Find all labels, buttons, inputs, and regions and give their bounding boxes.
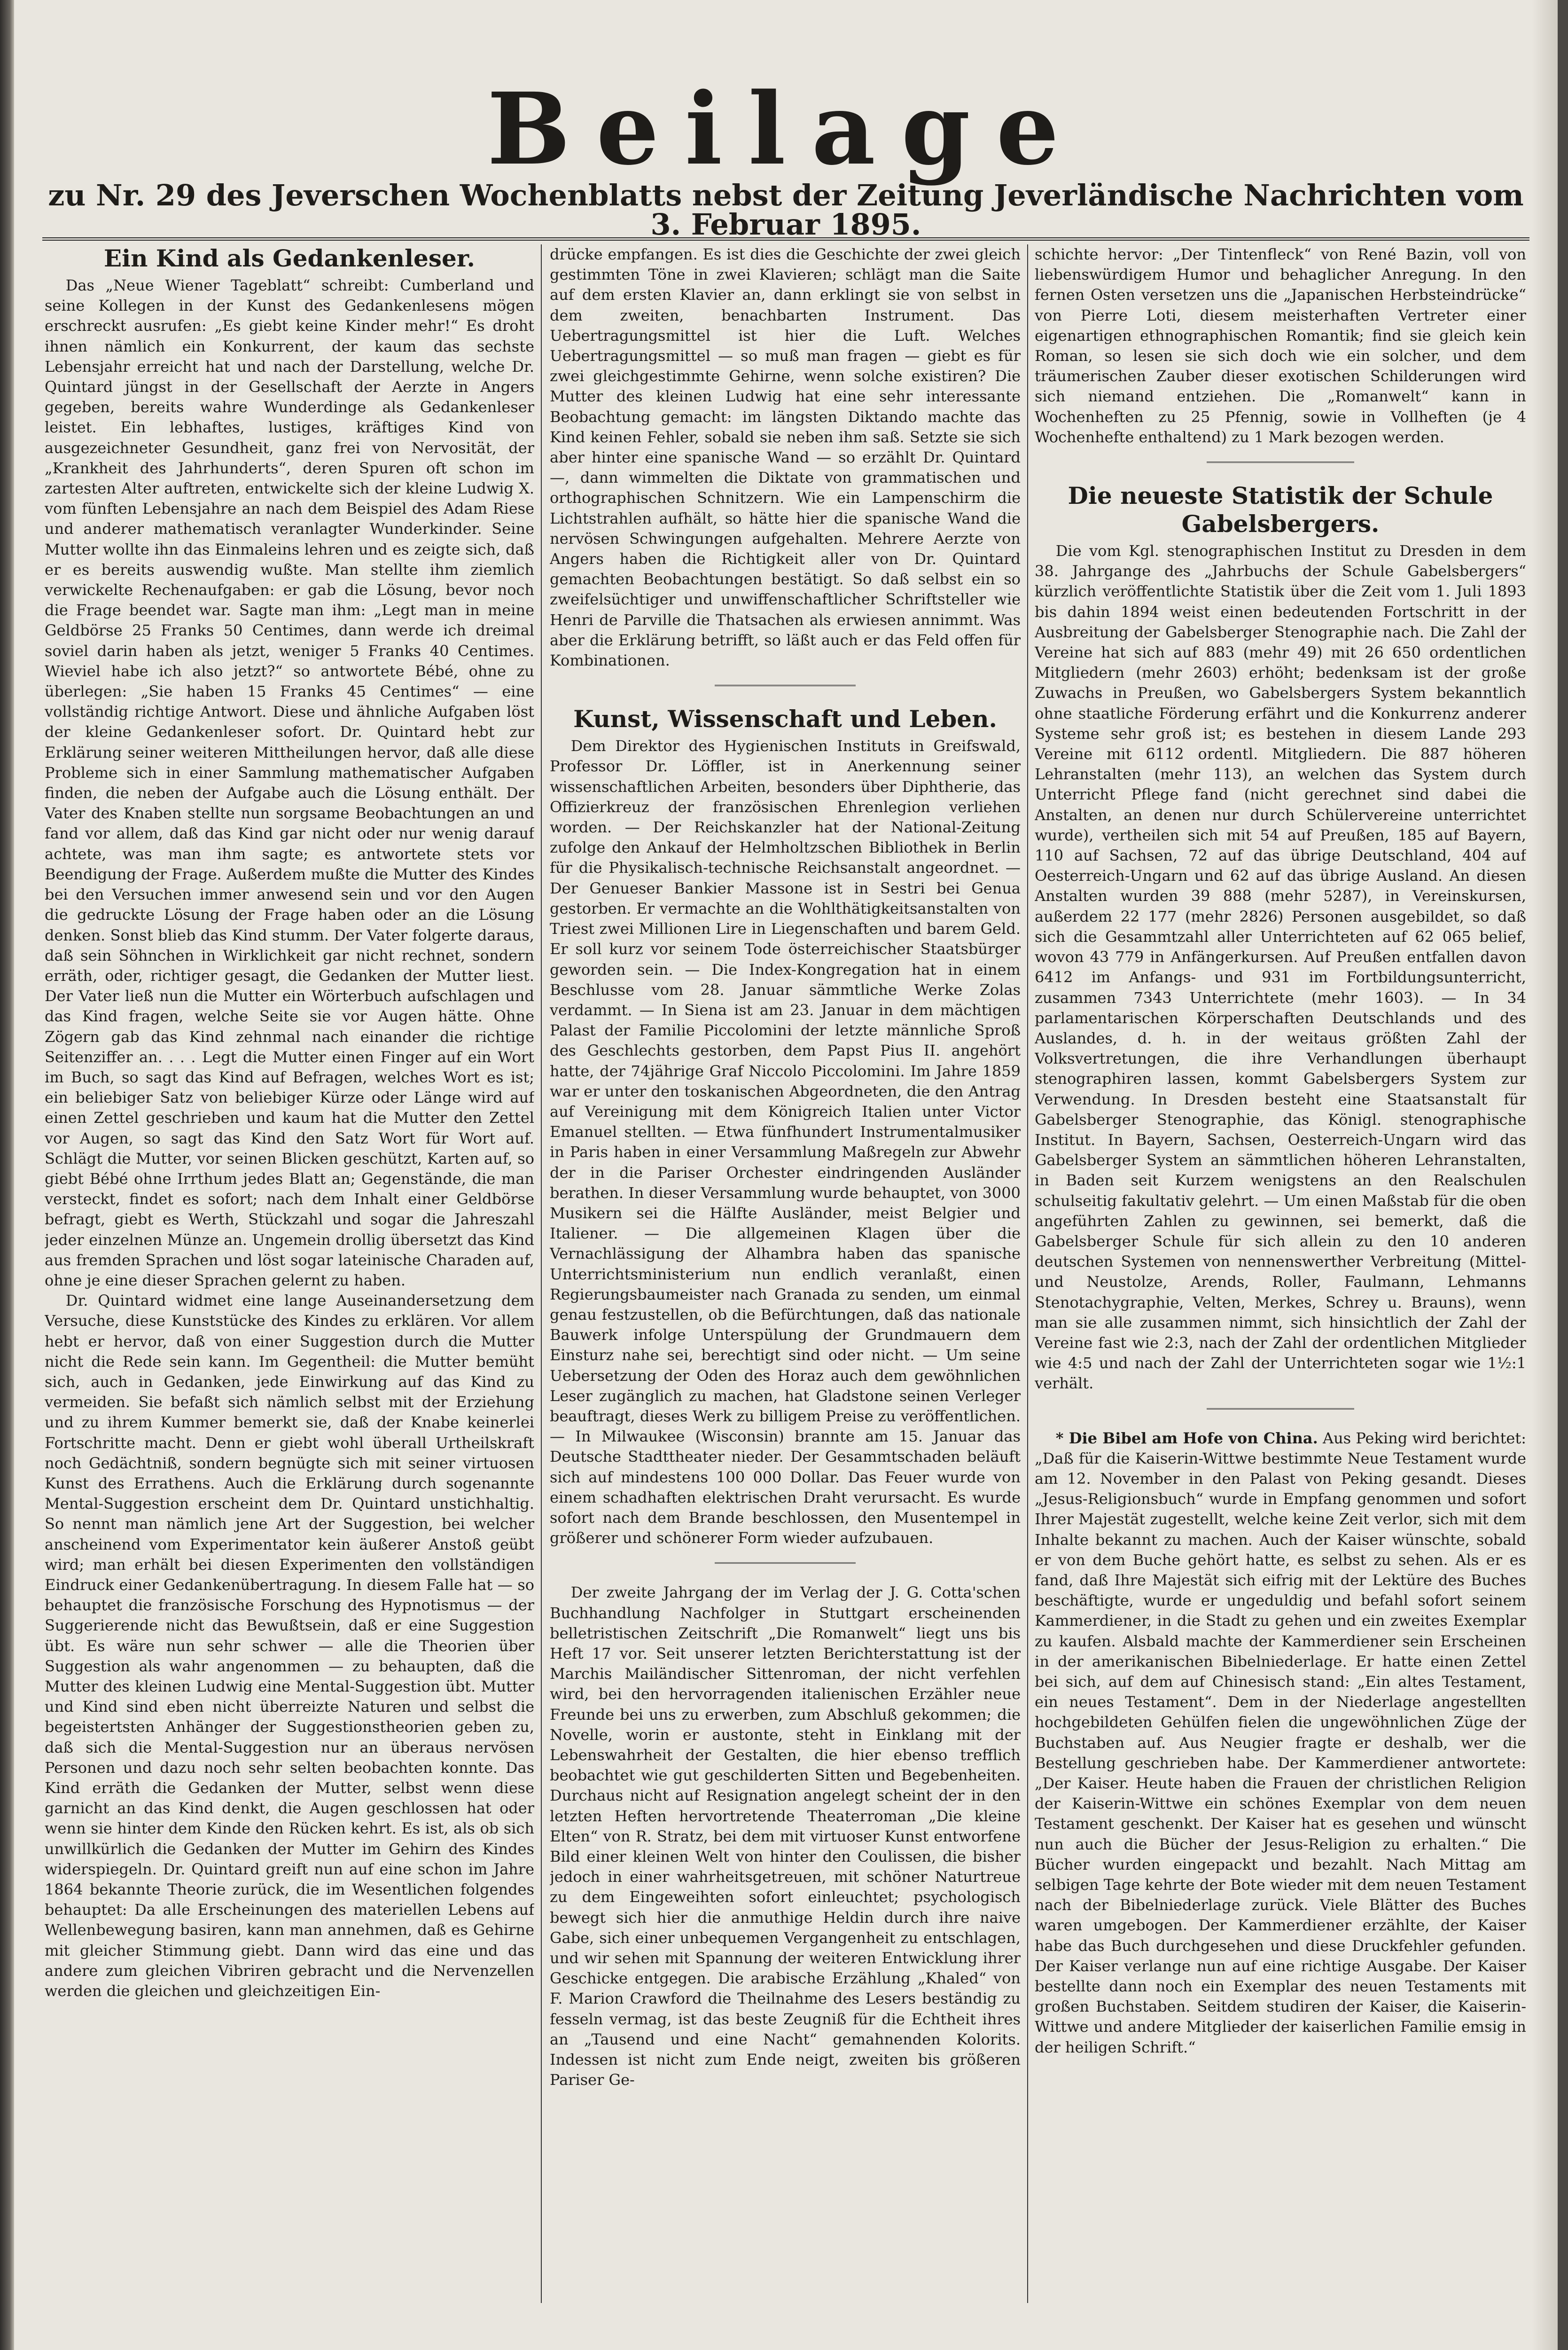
column-2 (550, 244, 1021, 2341)
section-heading: Kunst, Wissenschaft und Leben. (573, 705, 997, 733)
header-rule (42, 237, 1529, 241)
article-paragraph: Die vom Kgl. stenographischen Institut zu Dresden in dem 38. Jahrgange des „Jahrbuchs der Schule Gabelsbergers“ kürzlich veröffentlichte Statistik über die Zeit vom 1. Juli 1893 bis dahin 1894 weist einen bedeutenden Fortschritt in der Ausbreitung der Gabelsberger Stenographie nach. Die Zahl der Vereine hat sich auf 883 (mehr 49) mit 26 650 ordentlichen Mitgliedern (mehr 2603) erhöht; bedenksam ist der große Zuwachs in Preußen, wo Gabelsbergers System bekanntlich ohne staatliche Förderung erfährt und die Konkurrenz anderer Systeme sehr groß ist; es bestehen in diesem Lande 293 Vereine mit 6112 ordentl. Mitgliedern. Die 887 höheren Lehranstalten (mehr 113), an welchen das System durch Unterricht Pflege fand (nicht gerechnet sind dabei die Anstalten, an denen nur durch Schülervereine unterrichtet wurde), vertheilen sich mit 54 auf Preußen, 185 auf Bayern, 110 auf Sachsen, 72 auf das übrige Deutschland, 404 auf Oesterreich-Ungarn und 62 auf das übrige Ausland. An diesen Anstalten wurden 39 888 (mehr 5287), in Vereinskursen, außerdem 22 177 (mehr 2826) Personen ausgebildet, so daß sich die Gesammtzahl aller Unterrichteten auf 62 065 belief, wovon 43 779 in Anfängerkursen. Auf Preußen entfallen davon 6412 im Anfangs- und 931 im Fortbildungsunterricht, zusammen 7343 Unterrichtete (mehr 1603). — In 34 parlamentarischen Körperschaften Deutschlands und des Auslandes, d. h. in der weitaus größten Zahl der Volksvertretungen, die ihre Verhandlungen überhaupt stenographiren lassen, kommt Gabelsbergers System zur Verwendung. In Dresden besteht eine Staatsanstalt für Gabelsberger Stenographie, das Königl. stenographische Institut. In Bayern, Sachsen, Oesterreich-Ungarn wird das Gabelsberger System an sämmtlichen höheren Lehranstalten, in Baden seit Kurzem wenigstens an den Realschulen schulseitig fakultativ gelehrt. — Um einen Maßstab für die oben angeführten Zahlen zu gewinnen, sei bemerkt, daß die Gabelsberger Schule für sich allein zu den 10 anderen deutschen Systemen von nennenswerther Verbreitung (Mittel- und Neustolze, Arends, Roller, Faulmann, Lehmanns Stenotachygraphie, Velten, Merkes, Schrey u. Brauns), wenn man sie alle zusammen nimmt, sich hinsichtlich der Zahl der Vereine fast wie 2:3, nach der Zahl der ordentlichen Mitglieder wie 4:5 und nach der Zahl der Unterrichteten sogar wie 1½:1 verhält. (1035, 542, 1526, 1393)
masthead-subtitle: zu Nr. 29 des Jeverschen Wochenblatts nebst der Zeitung Jeverländische Nachrichten vom 3. Februar 1895. (48, 178, 1524, 242)
article-paragraph: Dr. Quintard widmet eine lange Auseinandersetzung dem Versuche, diese Kunststücke des Kindes zu erklären. Vor allem hebt er hervor, daß von einer Suggestion durch die Mutter nicht die Rede sein kann. Im Gegentheil: die Mutter bemüht sich, auch in Gedanken, jede Einwirkung auf das Kind zu vermeiden. Sie befaßt sich nämlich selbst mit der Erziehung und zu ihrem Kummer bemerkt sie, daß der Knabe keinerlei Fortschritte macht. Denn er giebt wohl überall Urtheilskraft noch Gedächtniß, sondern begnügte sich mit seiner virtuosen Kunst des Errathens. Auch die Erklärung durch sogenannte Mental-Suggestion erscheint dem Dr. Quintard unstichhaltig. So nennt man nämlich jene Art der Suggestion, bei welcher anscheinend vom Experimentator kein äußerer Anstoß geübt wird; man erhält bei diesen Experimenten den vollständigen Eindruck einer Gedankenübertragung. In diesem Falle hat — so behauptet die französische Forschung des Hypnotismus — der Suggerierende nicht das Bewußtsein, daß er eine Suggestion übt. Es wäre nun sehr schwer — alle die Theorien über Suggestion als wahr angenommen — zu behaupten, daß die Mutter des kleinen Ludwig eine Mental-Suggestion übt. Mutter und Kind sind eben nicht überreizte Naturen und selbst die begeistertsten Anhänger der Suggestionstheorien geben zu, daß sich die Mental-Suggestion nur an überaus nervösen Personen und dazu noch sehr selten beobachten konnte. Das Kind erräth die Gedanken der Mutter, selbst wenn diese garnicht an das Kind denkt, die Augen geschlossen hat oder wenn sie hinter dem Kinde den Rücken kehrt. Es ist, als ob sich unwillkürlich die Gedanken der Mutter im Gehirn des Kindes widerspiegeln. Dr. Quintard greift nun auf eine schon im Jahre 1864 bekannte Theorie zurück, die im Wesentlichen folgendes behauptet: Da alle Erscheinungen des materiellen Lebens auf Wellenbewegung basiren, kann man annehmen, daß es Gehirne mit gleicher Stimmung giebt. Dann wird das eine und das andere zum gleichen Vibriren gebracht und die Nervenzellen werden die gleichen und gleichzeitigen Ein- (45, 1292, 534, 2000)
page-shadow (1532, 0, 1558, 2350)
article-heading: Ein Kind als Gedankenleser. (104, 244, 475, 272)
news-item-lead: * Die Bibel am Hofe von China. (1055, 1429, 1318, 1447)
article-continuation: schichte hervor: „Der Tintenfleck“ von René Bazin, voll von liebenswürdigem Humor und behaglicher Anregung. In den fernen Osten versetzen uns die „Japanischen Herbsteindrücke“ von Pierre Loti, diesem meisterhaften Vertreter einer eigenartigen ethnographischen Romantik; find sie gleich kein Roman, so lesen sie sich doch wie ein solcher, und dem träumerischen Zauber dieser exotischen Schilderungen wird sich niemand entziehen. Die „Romanwelt“ kann in Wochenheften zu 25 Pfennig, sowie in Vollheften (je 4 Wochenhefte enthaltend) zu 1 Mark bezogen werden. (1035, 245, 1526, 446)
article-continuation: drücke empfangen. Es ist dies die Geschichte der zwei gleich gestimmten Töne in zwei Klavieren; schlägt man die Saite auf dem ersten Klavier an, dann erklingt sie von selbst in dem zweiten, benachbarten Instrument. Das Uebertragungsmittel ist hier die Luft. Welches Uebertragungsmittel — so muß man fragen — giebt es für zwei gleichgestimmte Gehirne, wenn solche existiren? Die Mutter des kleinen Ludwig hat eine sehr interessante Beobachtung gemacht: im längsten Diktando machte das Kind keinen Fehler, sobald sie neben ihm saß. Setzte sie sich aber hinter eine spanische Wand — so erzählt Dr. Quintard —, dann wimmelten die Diktate von grammatischen und orthographischen Schnitzern. Wie ein Lampenschirm die Lichtstrahlen aufhält, so hätte hier die spanische Wand die nervösen Schwingungen aufgehalten. Mehrere Aerzte von Angers haben die Richtigkeit aller von Dr. Quintard gemachten Beobachtungen bestätigt. So daß selbst ein so zweifelsüchtiger und unwiffenschaftlicher Schriftsteller wie Henri de Parville die Thatsachen als erwiesen annimmt. Was aber die Erklärung betrifft, so läßt auch er das Feld offen für Kombinationen. (550, 245, 1021, 670)
news-item (1035, 1428, 1526, 2058)
scan-edge (0, 0, 14, 2350)
column-3 (1035, 244, 1526, 2341)
section-divider (715, 1562, 856, 1564)
column-rule (1027, 244, 1028, 2303)
news-item-text: Aus Peking wird berichtet: „Daß für die Kaiserin-Wittwe bestimmte Neue Testament wurde am 12. November in den Palast von Peking gesandt. Dieses „Jesus-Religionsbuch“ wurde in Empfang genommen und sofort Ihrer Majestät zugestellt, welche keine Zeit verlor, sich mit dem Inhalte bekannt zu machen. Auch der Kaiser wünschte, sobald er von dem Buche gehört hatte, es selbst zu sehen. Als er es fand, daß Ihre Majestät sich eifrig mit der Lektüre des Buches beschäftigte, wurde er ungeduldig und befahl sofort seinem Kammerdiener, in die Stadt zu gehen und ein zweites Exemplar zu kaufen. Alsbald machte der Kammerdiener sein Erscheinen in der amerikanischen Bibelniederlage. Er hatte einen Zettel bei sich, auf dem auf Chinesisch stand: „Ein altes Testament, ein neues Testament“. Dem in der Niederlage angestellten hochgebildeten Gehülfen fielen die ungewöhnlichen Züge der Buchstaben auf. Aus Neugier fragte er deshalb, wer die Bestellung geschrieben habe. Der Kammerdiener antwortete: „Der Kaiser. Heute haben die Frauen der christlichen Religion der Kaiserin-Wittwe ein schönes Exemplar von dem neuen Testament geschenkt. Der Kaiser hat es gesehen und wünscht nun auch die Bücher der Jesus-Religion zu erhalten.“ Die Bücher wurden eingepackt und bezahlt. Nach Mittag am selbigen Tage kehrte der Bote wieder mit dem neuen Testament nach der Bibelniederlage zurück. Viele Blätter des Buches waren umgebogen. Der Kammerdiener erzählte, der Kaiser habe das Buch durchgesehen und diese Druckfehler gefunden. Der Kaiser verlange nun auf eine richtige Ausgabe. Der Kaiser bestellte dann noch ein Exemplar des neuen Testaments mit großen Buchstaben. Seitdem studiren der Kaiser, die Kaiserin-Wittwe und andere Mitglieder der kaiserlichen Familie emsig in der heiligen Schrift.“ (1035, 1429, 1526, 2056)
column-1 (45, 244, 534, 2341)
masthead-title: Beilage (487, 71, 1085, 187)
article-paragraph: Dem Direktor des Hygienischen Instituts in Greifswald, Professor Dr. Löffler, ist in Anerkennung seiner wissenschaftlichen Arbeiten, besonders über Diphtherie, das Offizierkreuz der französischen Ehrenlegion verliehen worden. — Der Reichskanzler hat der National-Zeitung zufolge den Ankauf der Helmholtzschen Bibliothek in Berlin für die Physikalisch-technische Reichsanstalt angeordnet. — Der Genueser Bankier Massone ist in Sestri bei Genua gestorben. Er vermachte an die Wohlthätigkeitsanstalten von Triest zwei Millionen Lire in Liegenschaften und barem Geld. Er soll kurz vor seinem Tode österreichischer Staatsbürger geworden sein. — Die Index-Kongregation hat in einem Beschlusse vom 28. Januar sämmtliche Werke Zolas verdammt. — In Siena ist am 23. Januar in dem mächtigen Palast der Familie Piccolomini der letzte männliche Sproß des Geschlechts gestorben, dem Papst Pius II. angehört hatte, der 74jährige Graf Niccolo Piccolomini. Im Jahre 1859 war er unter den toskanischen Abgeordneten, die den Antrag auf Vereinigung mit dem Königreich Italien unter Victor Emanuel stellten. — Etwa fünfhundert Instrumentalmusiker in Paris haben in einer Versammlung Maßregeln zur Abwehr der in die Pariser Orchester eindringenden Ausländer berathen. In dieser Versammlung wurde behauptet, von 3000 Musikern sei die Hälfte Ausländer, meist Belgier und Italiener. — Die allgemeinen Klagen über die Vernachlässigung der Alhambra haben das spanische Unterrichtsministerium nun endlich veranlaßt, einen Regierungsbaumeister nach Granada zu senden, um einmal genau festzustellen, ob die Befürchtungen, daß das nationale Bauwerk infolge Unterspülung der Grundmauern dem Einsturz nahe sei, berechtigt sind oder nicht. — Um seine Uebersetzung der Oden des Horaz auch dem gewöhnlichen Leser zugänglich zu machen, hat Gladstone seinen Verleger beauftragt, dieses Werk zu billigem Preise zu veröffentlichen. — In Milwaukee (Wisconsin) brannte am 15. Januar das Deutsche Stadttheater nieder. Der Gesammtschaden beläuft sich auf mindestens 100 000 Dollar. Das Feuer wurde von einem schadhaften elektrischen Draht verursacht. Es wurde sofort nach dem Brande beschlossen, den Musentempel in größerer und schönerer Form wieder aufzubauen. (550, 737, 1021, 1547)
section-heading: Die neueste Statistik der Schule Gabelsbergers. (1068, 482, 1493, 538)
newspaper-page (14, 0, 1558, 2350)
article-paragraph: Das „Neue Wiener Tageblatt“ schreibt: Cumberland und seine Kollegen in der Kunst des Gedankenlesens mögen erschreckt ausrufen: „Es giebt keine Kinder mehr!“ Es droht ihnen nämlich ein Konkurrent, der kaum das sechste Lebensjahr erreicht hat und nach der Darstellung, welche Dr. Quintard jüngst in der Gesellschaft der Aerzte in Angers gegeben, bereits wahre Wunderdinge als Gedankenleser leistet. Ein lebhaftes, lustiges, kräftiges Kind von ausgezeichneter Gesundheit, ganz frei von Nervosität, der „Krankheit des Jahrhunderts“, deren Spuren oft schon im zartesten Alter auftreten, entwickelte sich der kleine Ludwig X. vom fünften Lebensjahre an nach dem Beispiel des Adam Riese und anderer mathematisch veranlagter Wunderkinder. Seine Mutter wollte ihn das Einmaleins lehren und es zeigte sich, daß er es bereits auswendig wußte. Man stellte ihm ziemlich verwickelte Rechenaufgaben: er gab die Lösung, bevor noch die Frage beendet war. Sagte man ihm: „Legt man in meine Geldbörse 25 Franks 50 Centimes, dann werde ich dreimal soviel darin haben als jetzt, weniger 5 Franks 40 Centimes. Wieviel habe ich also jetzt?“ so antwortete Bébé, ohne zu überlegen: „Sie haben 15 Franks 45 Centimes“ — eine vollständig richtige Antwort. Diese und ähnliche Aufgaben löst der kleine Gedankenleser sofort. Dr. Quintard hebt zur Erklärung seiner weiteren Mittheilungen hervor, daß alle diese Probleme sich in einer Sammlung mathematischer Aufgaben finden, die neben der Aufgabe auch die Lösung enthält. Der Vater des Knaben stellte nun sorgsame Beobachtungen an und fand vor allem, daß das Kind gar nicht oder nur wenig darauf achtete, was man ihm sagte; es antwortete stets vor Beendigung der Frage. Außerdem mußte die Mutter des Kindes bei den Versuchen immer anwesend sein und vor den Augen die gedruckte Lösung der Frage haben oder an die Lösung denken. Sonst blieb das Kind stumm. Der Vater folgerte daraus, daß sein Söhnchen in Wirklichkeit gar nicht rechnet, sondern erräth, oder, richtiger gesagt, die Gedanken der Mutter liest. Der Vater ließ nun die Mutter ein Wörterbuch aufschlagen und das Kind fragen, welche Seite sie vor Augen hätte. Ohne Zögern gab das Kind zehnmal nach einander die richtige Seitenziffer an. . . . Legt die Mutter einen Finger auf ein Wort im Buch, so sagt das Kind auf Befragen, welches Wort es ist; ein beliebiger Satz von beliebiger Kürze oder Länge wird auf einen Zettel geschrieben und kaum hat die Mutter den Zettel vor Augen, so sagt das Kind den Satz Wort für Wort auf. Schlägt die Mutter, vor seinen Blicken geschützt, Karten auf, so giebt Bébé ohne Irrthum jedes Blatt an; Gegenstände, die man versteckt, findet es sofort; nach dem Inhalt einer Geldbörse befragt, giebt es Werth, Stückzahl und sogar die Jahreszahl jeder einzelnen Münze an. Ungemein drollig übersetzt das Kind aus fremden Sprachen und löst sogar lateinische Charaden auf, ohne je eine dieser Sprachen gelernt zu haben. (45, 276, 534, 1289)
review-paragraph: Der zweite Jahrgang der im Verlag der J. G. Cotta'schen Buchhandlung Nachfolger in Stuttgart erscheinenden belletristischen Zeitschrift „Die Romanwelt“ liegt uns bis Heft 17 vor. Seit unserer letzten Berichterstattung ist der Marchis Mailändischer Sittenroman, der nicht verfehlen wird, bei den hervorragenden italienischen Erzähler neue Freunde bei uns zu erwerben, zum Abschluß gekommen; die Novelle, worin er austonte, steht in Einklang mit der Lebenswahrheit der Gestalten, die hier ebenso trefflich beobachtet wie gut geschilderten Sitten und Begebenheiten. Durchaus nicht auf Resignation angelegt scheint der in den letzten Heften hervortretende Theaterroman „Die kleine Elten“ von R. Stratz, bei dem mit virtuoser Kunst entworfene Bild einer kleinen Welt von hinter den Coulissen, die bisher jedoch in einer wahrheitsgetreuen, mit schöner Naturtreue zu dem Eingeweihten sofort einleuchtet; psychologisch bewegt sich hier die anmuthige Heldin durch ihre naive Gabe, sich einer unbequemen Vergangenheit zu entschlagen, und wir sehen mit Spannung der weiteren Entwicklung ihrer Geschicke entgegen. Die arabische Erzählung „Khaled“ von F. Marion Crawford die Theilnahme des Lesers beständig zu fesseln vermag, ist das beste Zeugniß für die Echtheit ihres an „Tausend und eine Nacht“ gemahnenden Kolorits. Indessen ist nicht zum Ende neigt, zweiten bis größeren Pariser Ge- (550, 1583, 1021, 2089)
column-rule (541, 244, 542, 2303)
section-divider (1207, 462, 1354, 463)
section-divider (715, 685, 856, 686)
section-divider (1207, 1408, 1354, 1410)
